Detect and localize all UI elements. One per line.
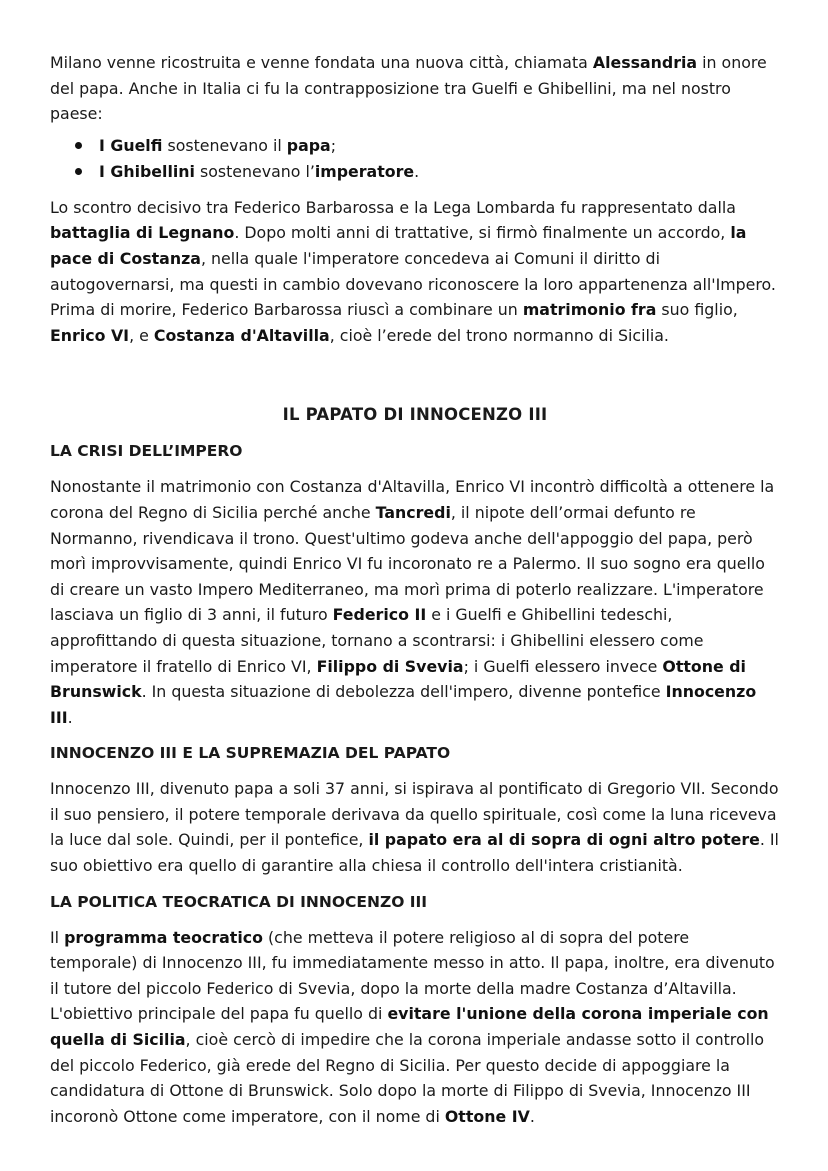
text: ; i Guelfi elessero invece <box>463 656 663 676</box>
text: . <box>414 161 420 181</box>
text: , cioè cercò di impedire che la corona imperiale andasse sotto il controllo del piccolo Federico, già erede del Regno di Sicilia. Per questo decide di appoggiare la candidatura di Ottone di Brunswick. Solo dopo la morte di Filippo di Svevia, Innocenzo III incoronò Ottone come imperatore, con il nome di <box>50 1030 765 1126</box>
supremazia-paragraph <box>50 776 780 878</box>
text: sostenevano il <box>162 135 287 155</box>
bold-text: evitare l'unione della corona imperiale con quella di Sicilia <box>50 1004 769 1050</box>
bold-text: Ottone di Brunswick <box>50 656 746 702</box>
bold-text: programma teocratico <box>64 927 263 947</box>
bold-text: papa <box>286 135 331 155</box>
bold-text: Tancredi <box>375 502 451 522</box>
text: Innocenzo III, divenuto papa a soli 37 anni, si ispirava al pontificato di Gregorio VII. Secondo il suo pensiero, il potere temporale derivava da quello spirituale, così come la luna riceveva la luce dal sole. Quindi, per il pontefice, <box>50 779 779 850</box>
bold-text: Costanza d'Altavilla <box>153 325 330 345</box>
bold-text: I Ghibellini <box>99 161 195 181</box>
text: . <box>529 1106 535 1126</box>
bold-text: la pace di Costanza <box>50 223 747 268</box>
text: . Il suo obiettivo era quello di garantire alla chiesa il controllo dell'intera cristianità. <box>50 830 779 876</box>
bullet-list <box>50 133 780 185</box>
text: , nella quale l'imperatore concedeva ai Comuni il diritto di autogovernarsi, ma questi in cambio dovevano riconoscere la loro appartenenza all'Impero. Prima di morire, Federico Barbarossa riuscì a combinare un <box>50 248 776 320</box>
text: ; <box>330 135 337 155</box>
bold-text: battaglia di Legnano <box>50 223 235 243</box>
bold-text: Filippo di Svevia <box>316 656 464 676</box>
bold-text: imperatore <box>314 161 415 181</box>
text: Milano venne ricostruita e venne fondata una nuova città, chiamata <box>50 53 593 72</box>
list-item <box>75 159 780 185</box>
list-item <box>75 133 780 159</box>
text: , e <box>129 325 154 345</box>
text: Lo scontro decisivo tra Federico Barbarossa e la Lega Lombarda fu rappresentato dalla <box>50 197 736 217</box>
document-page <box>50 50 780 1139</box>
section-title: IL PAPATO DI INNOCENZO III <box>282 405 548 425</box>
bold-text: Enrico VI <box>50 325 130 345</box>
text: in onore del papa. Anche in Italia ci fu la contrapposizione tra Guelfi e Ghibellini, ma nel nostro paese: <box>50 53 767 124</box>
crisi-section <box>50 438 780 730</box>
crisi-paragraph <box>50 474 780 730</box>
text: Il <box>50 927 65 947</box>
supremazia-section <box>50 740 780 878</box>
text: e i Guelfi e Ghibellini tedeschi, approfittando di questa situazione, tornano a scontrarsi: i Ghibellini elessero come imperatore il fratello di Enrico VI, <box>50 605 704 676</box>
text: (che metteva il potere religioso al di sopra del potere temporale) di Innocenzo III, fu immediatamente messo in atto. Il papa, inoltre, era divenuto il tutore del piccolo Federico di Svevia, dopo la morte della madre Costanza d’Altavilla. L'obiettivo principale del papa fu quello di <box>50 927 775 1024</box>
bold-text: Federico II <box>332 605 427 625</box>
intro-paragraph <box>50 50 780 127</box>
legnano-paragraph <box>50 195 780 349</box>
bold-text: I Guelfi <box>99 135 163 155</box>
subheading: LA CRISI DELL’IMPERO <box>50 442 243 461</box>
text: . In questa situazione di debolezza dell'impero, divenne pontefice <box>141 682 666 702</box>
bold-text: matrimonio fra <box>522 300 657 320</box>
bold-text: Ottone IV <box>444 1106 530 1126</box>
subheading: LA POLITICA TEOCRATICA DI INNOCENZO III <box>50 892 428 911</box>
bullet-icon <box>75 142 82 149</box>
text: , cioè l’erede del trono normanno di Sicilia. <box>329 325 669 345</box>
text: , il nipote dell’ormai defunto re Normanno, rivendicava il trono. Quest'ultimo godeva anche dell'appoggio del papa, però morì improvvisamente, quindi Enrico VI fu incoronato re a Palermo. Il suo sogno era quello di creare un vasto Impero Mediterraneo, ma morì prima di poterlo realizzare. L'imperatore lasciava un figlio di 3 anni, il futuro <box>50 502 765 625</box>
subheading: INNOCENZO III E LA SUPREMAZIA DEL PAPATO <box>50 744 451 763</box>
politica-section <box>50 889 780 1130</box>
bold-text: Innocenzo III <box>50 682 757 727</box>
text: suo figlio, <box>656 300 738 320</box>
bold-text: Alessandria <box>592 53 698 72</box>
text: . Dopo molti anni di trattative, si firmò finalmente un accordo, <box>234 223 731 243</box>
bullet-icon <box>75 168 82 175</box>
bold-text: il papato era al di sopra di ogni altro potere <box>368 830 760 850</box>
text: Nonostante il matrimonio con Costanza d'Altavilla, Enrico VI incontrò difficoltà a ottenere la corona del Regno di Sicilia perché anche <box>50 477 775 522</box>
politica-paragraph <box>50 925 780 1130</box>
text: . <box>67 707 73 727</box>
text: sostenevano l’ <box>194 161 315 181</box>
